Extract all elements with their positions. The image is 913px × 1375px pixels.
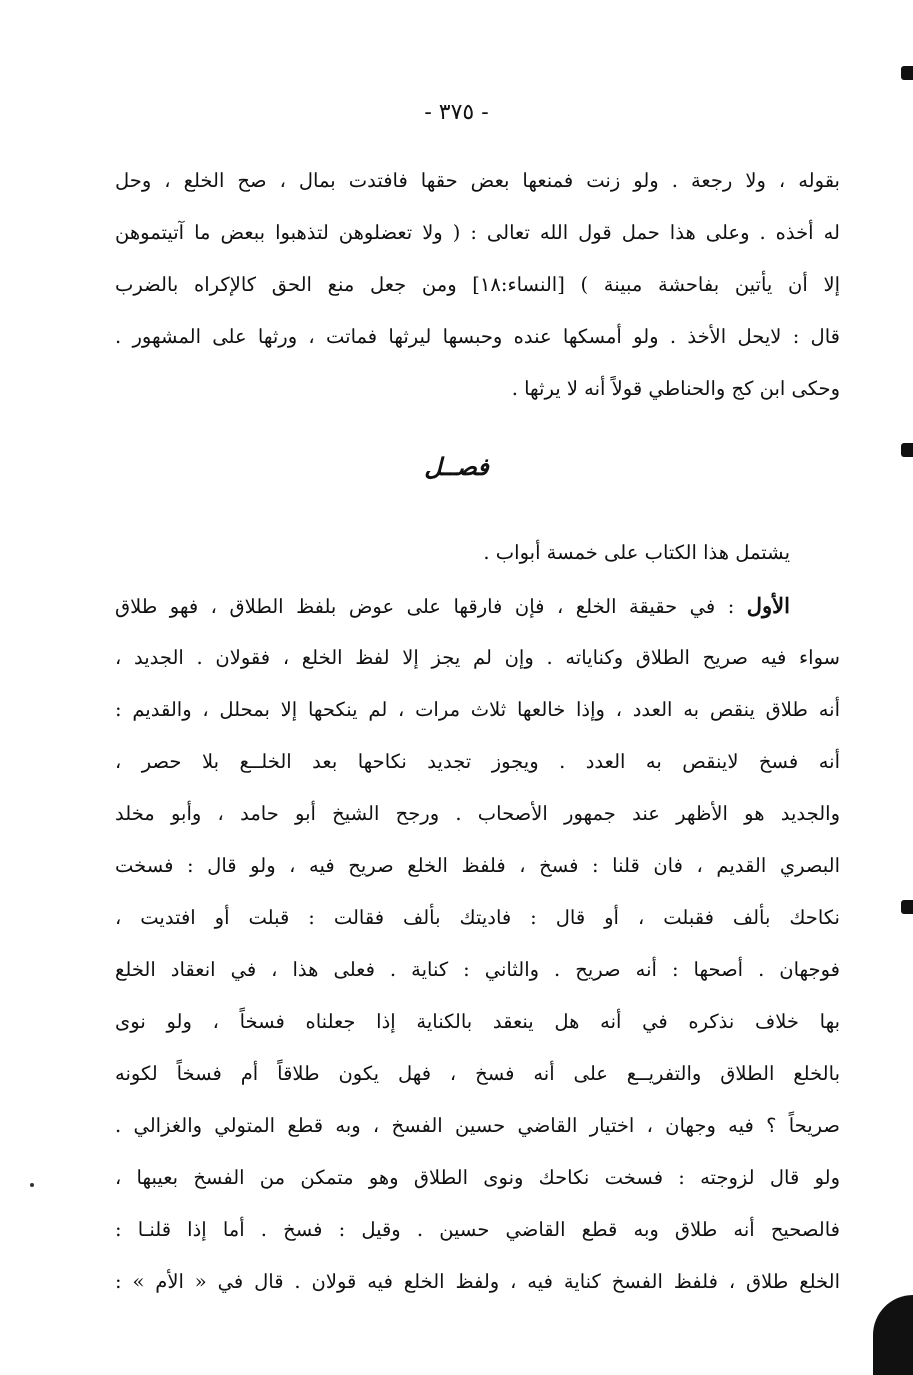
scan-corner-blot [873,1295,913,1375]
text-line: فالصحيح أنه طلاق وبه قطع القاضي حسين . وقيل : فسخ . أما إذا قلنـا : [115,1218,840,1241]
text-line: له أخذه . وعلى هذا حمل قول الله تعالى : ( ولا تعضلوهن لتذهبوا ببعض ما آتيتموهن [115,221,840,244]
text-line: نكاحك بألف فقبلت ، أو قال : فاديتك بألف فقالت : قبلت أو افتديت ، [115,906,840,929]
paragraph-a [115,155,840,415]
paragraph-c [115,580,840,1308]
text-line: البصري القديم ، فان قلنا : فسخ ، فلفظ الخلع صريح فيه ، ولو قال : فسخت [115,854,840,877]
lead-word: الأول [746,593,790,618]
scan-speck [30,1183,34,1187]
scan-edge-mark [901,900,913,914]
text-line: قال : لايحل الأخذ . ولو أمسكها عنده وحبسها ليرثها فماتت ، ورثها على المشهور . [115,325,840,348]
text-line: الخلع طلاق ، فلفظ الفسخ كناية فيه ، ولفظ الخلع فيه قولان . قال في « الأم » : [115,1270,840,1293]
text-line: فوجهان . أصحها : أنه صريح . والثاني : كناية . فعلى هذا ، في انعقاد الخلع [115,958,840,981]
text-line: صريحاً ؟ فيه وجهان ، اختيار القاضي حسين الفسخ ، وبه قطع المتولي والغزالي . [115,1114,840,1137]
scan-edge-mark [901,66,913,80]
text-line: إلا أن يأتين بفاحشة مبينة ) [النساء:١٨] ومن جعل منع الحق كالإكراه بالضرب [115,273,840,296]
text-line: أنه طلاق ينقص به العدد ، وإذا خالعها ثلاث مرات ، لم ينكحها إلا بمحلل ، والقديم : [115,698,840,721]
text-line: والجديد هو الأظهر عند جمهور الأصحاب . ورجح الشيخ أبو حامد ، وأبو مخلد [115,802,840,825]
text-line: بالخلع الطلاق والتفريــع على أنه فسخ ، فهل يكون طلاقاً أم فسخاً لكونه [115,1062,840,1085]
first-line-rest: : في حقيقة الخلع ، فإن فارقها على عوض بلفظ الطلاق ، فهو طلاق [115,595,735,618]
text-line: وحكى ابن كج والحناطي قولاً أنه لا يرثها . [511,377,840,400]
text-line: بها خلاف نذكره في أنه هل ينعقد بالكناية إذا جعلناه فسخاً ، ولو نوى [115,1010,840,1033]
text-line: بقوله ، ولا رجعة . ولو زنت فمنعها بعض حقها فافتدت بمال ، صح الخلع ، وحل [115,169,840,192]
text-line: أنه فسخ لاينقص به العدد . ويجوز تجديد نكاحها بعد الخلــع بلا حصر ، [115,750,840,773]
paragraph-b [115,527,840,579]
section-heading: فصــل [424,452,489,481]
text-line: يشتمل هذا الكتاب على خمسة أبواب . [483,541,790,564]
page-number: - ٣٧٥ - [424,100,489,125]
text-line: ولو قال لزوجته : فسخت نكاحك ونوى الطلاق وهو متمكن من الفسخ بعيبها ، [115,1166,840,1189]
text-line: سواء فيه صريح الطلاق وكناياته . وإن لم يجز إلا لفظ الخلع ، فقولان . الجديد ، [115,646,840,669]
text-line-first [115,580,840,632]
